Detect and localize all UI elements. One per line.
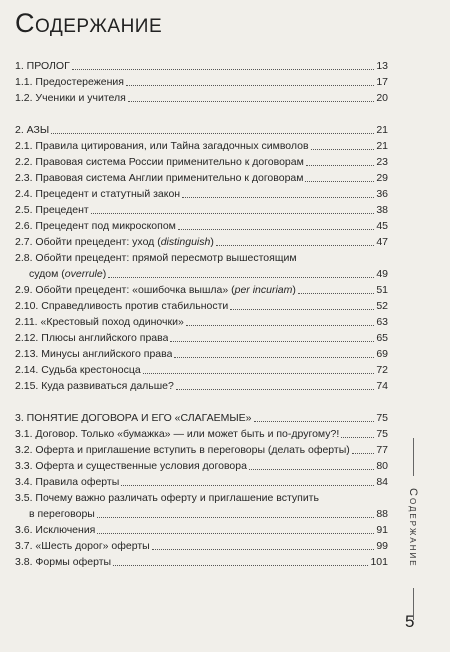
toc-entry (15, 298, 388, 314)
toc-entry-title: 2.15. Куда развиваться дальше? (15, 380, 174, 392)
dot-leader (121, 485, 374, 486)
toc-entry (15, 410, 388, 426)
toc-entry-title: 3.5. Почему важно различать оферту и приглашение вступить (15, 492, 319, 504)
toc-entry (15, 378, 388, 394)
toc-entry-page: 69 (376, 348, 388, 360)
toc-entry-page: 74 (376, 380, 388, 392)
toc-entry-title: 2.13. Минусы английского права (15, 348, 173, 360)
toc-entry-title: 3.6. Исключения (15, 524, 96, 536)
toc-entry (15, 426, 388, 442)
toc-entry-page: 17 (376, 76, 388, 88)
toc-entry (15, 538, 388, 554)
toc-entry-title: 2.4. Прецедент и статутный закон (15, 188, 181, 200)
toc-entry-title: 2.1. Правила цитирования, или Тайна загадочных символов (15, 140, 309, 152)
toc-entry (15, 330, 388, 346)
toc-entry (15, 490, 388, 506)
toc-entry-page: 21 (376, 124, 388, 136)
toc-entry-title: 1. ПРОЛОГ (15, 60, 70, 72)
toc-entry (15, 122, 388, 138)
toc-entry (15, 506, 388, 522)
toc-entry (15, 234, 388, 250)
toc-entry-title: 3.8. Формы оферты (15, 556, 112, 568)
toc-entry-page: 21 (376, 140, 388, 152)
toc-entry (15, 138, 388, 154)
toc-entry-title: 3.4. Правила оферты (15, 476, 120, 488)
toc-entry-title: 3. ПОНЯТИЕ ДОГОВОРА И ЕГО «СЛАГАЕМЫЕ» (15, 412, 252, 424)
toc-entry (15, 250, 388, 266)
toc-entry-page: 23 (376, 156, 388, 168)
toc-entry (15, 282, 388, 298)
toc-entry-page: 29 (376, 172, 388, 184)
toc-entry-page: 49 (376, 268, 388, 280)
dot-leader (91, 213, 375, 214)
toc-entry (15, 154, 388, 170)
dot-leader (108, 277, 374, 278)
toc-entry-page: 47 (376, 236, 388, 248)
toc-entry-page: 101 (370, 556, 388, 568)
toc-entry-title: в переговоры (29, 508, 95, 520)
toc-entry-title: 1.2. Ученики и учителя (15, 92, 126, 104)
dot-leader (305, 181, 374, 182)
toc-entry-page: 91 (376, 524, 388, 536)
toc-entry-page: 13 (376, 60, 388, 72)
toc-entry (15, 362, 388, 378)
dot-leader (254, 421, 375, 422)
toc-entry-page: 77 (376, 444, 388, 456)
toc-entry-title: 2.7. Обойти прецедент: уход (distinguish) (15, 236, 214, 248)
toc-entry-title: 2. АЗЫ (15, 124, 50, 136)
side-rule-top (413, 438, 414, 476)
dot-leader (143, 373, 375, 374)
toc-entry-page: 75 (376, 428, 388, 440)
page-title: Содержание (15, 8, 163, 38)
dot-leader (128, 101, 374, 102)
toc-entry-title: 2.9. Обойти прецедент: «ошибочка вышла» (per incuriam) (15, 284, 296, 296)
toc-entry-title: 2.8. Обойти прецедент: прямой пересмотр вышестоящим (15, 252, 297, 264)
toc-entry-page: 20 (376, 92, 388, 104)
toc-entry-page: 75 (376, 412, 388, 424)
toc-entry-page: 65 (376, 332, 388, 344)
dot-leader (174, 357, 374, 358)
toc-entry-title: 3.7. «Шесть дорог» оферты (15, 540, 150, 552)
toc-entry-page: 38 (376, 204, 388, 216)
dot-leader (126, 85, 374, 86)
table-of-contents (15, 58, 388, 570)
toc-entry-page: 51 (376, 284, 388, 296)
toc-entry (15, 458, 388, 474)
dot-leader (176, 389, 374, 390)
toc-entry-title: 2.2. Правовая система России применительно к договорам (15, 156, 304, 168)
toc-entry-title: 2.6. Прецедент под микроскопом (15, 220, 176, 232)
toc-entry (15, 554, 388, 570)
dot-leader (230, 309, 374, 310)
dot-leader (311, 149, 375, 150)
toc-entry-page: 99 (376, 540, 388, 552)
toc-entry-title: 2.12. Плюсы английского права (15, 332, 169, 344)
toc-entry-title: 2.5. Прецедент (15, 204, 89, 216)
toc-entry-page: 72 (376, 364, 388, 376)
toc-entry (15, 170, 388, 186)
toc-entry-page: 63 (376, 316, 388, 328)
running-header-vertical: Содержание (407, 488, 419, 568)
toc-entry (15, 218, 388, 234)
section-gap (15, 106, 388, 122)
toc-entry-page: 80 (376, 460, 388, 472)
toc-entry-page: 52 (376, 300, 388, 312)
page-number: 5 (405, 612, 415, 631)
toc-entry-title: 2.11. «Крестовый поход одиночки» (15, 316, 184, 328)
toc-entry-title: судом (overrule) (29, 268, 107, 280)
toc-entry-title: 3.3. Оферта и существенные условия договора (15, 460, 247, 472)
dot-leader (216, 245, 374, 246)
dot-leader (170, 341, 374, 342)
dot-leader (298, 293, 374, 294)
toc-entry (15, 346, 388, 362)
toc-entry-page: 45 (376, 220, 388, 232)
toc-entry-page: 84 (376, 476, 388, 488)
toc-entry-title: 2.14. Судьба крестоносца (15, 364, 141, 376)
toc-entry (15, 442, 388, 458)
toc-entry (15, 58, 388, 74)
dot-leader (182, 197, 374, 198)
dot-leader (341, 437, 374, 438)
toc-entry-page: 88 (376, 508, 388, 520)
toc-entry-page: 36 (376, 188, 388, 200)
dot-leader (249, 469, 374, 470)
toc-entry (15, 522, 388, 538)
toc-entry (15, 266, 388, 282)
dot-leader (113, 565, 368, 566)
toc-entry (15, 314, 388, 330)
dot-leader (97, 533, 374, 534)
dot-leader (51, 133, 374, 134)
dot-leader (178, 229, 374, 230)
toc-entry-title: 1.1. Предостережения (15, 76, 124, 88)
section-gap (15, 394, 388, 410)
toc-entry-title: 2.3. Правовая система Англии применительно к договорам (15, 172, 304, 184)
dot-leader (72, 69, 375, 70)
dot-leader (97, 517, 374, 518)
toc-entry (15, 186, 388, 202)
toc-entry (15, 474, 388, 490)
toc-entry-title: 2.10. Справедливость против стабильности (15, 300, 229, 312)
toc-entry (15, 202, 388, 218)
toc-entry-title: 3.1. Договор. Только «бумажка» — или может быть и по-другому?! (15, 428, 340, 440)
toc-entry-title: 3.2. Оферта и приглашение вступить в переговоры (делать оферты) (15, 444, 350, 456)
dot-leader (186, 325, 375, 326)
dot-leader (352, 453, 375, 454)
toc-entry (15, 74, 388, 90)
toc-entry (15, 90, 388, 106)
dot-leader (152, 549, 375, 550)
dot-leader (306, 165, 374, 166)
